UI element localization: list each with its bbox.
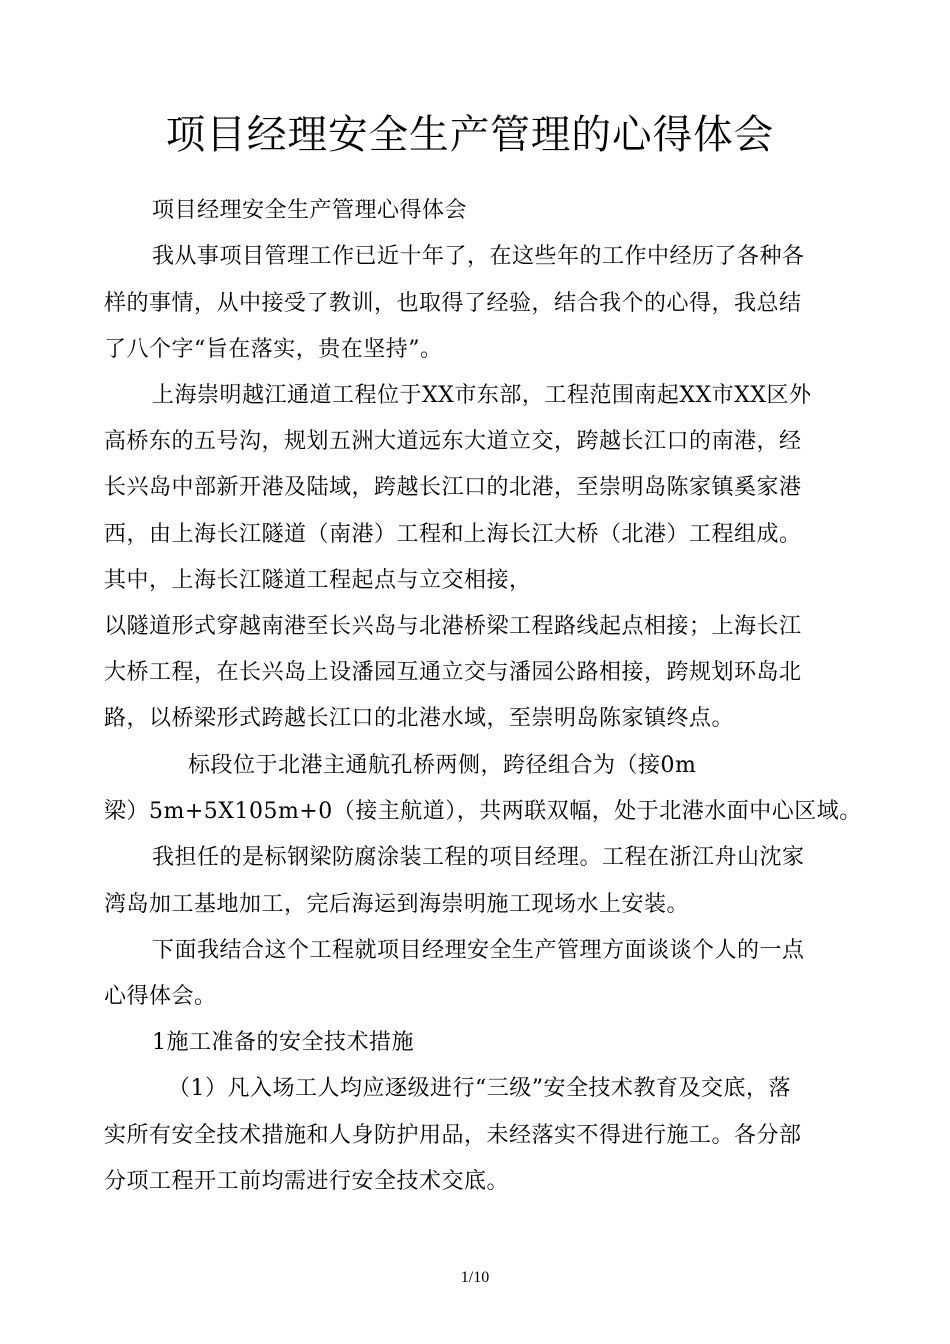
paragraph-line: 下面我结合这个工程就项目经理安全生产管理方面谈谈个人的一点 [152, 938, 805, 963]
paragraph-line: 心得体会。 [104, 984, 217, 1009]
paragraph-line: 我从事项目管理工作已近十年了，在这些年的工作中经历了各种各 [152, 244, 805, 269]
paragraph-line: 实所有安全技术措施和人身防护用品，未经落实不得进行施工。各分部 [104, 1123, 802, 1148]
paragraph-line: 标段位于北港主通航孔桥两侧，跨径组合为（接0m [188, 753, 697, 778]
paragraph-line: 我担任的是标钢梁防腐涂装工程的项目经理。工程在浙江舟山沈家 [152, 845, 805, 870]
paragraph-line: 大桥工程，在长兴岛上设潘园互通立交与潘园公路相接，跨规划环岛北 [104, 660, 802, 685]
paragraph-line: 上海崇明越江通道工程位于XX市东部，工程范围南起XX市XX区外 [152, 383, 812, 408]
paragraph-line: 湾岛加工基地加工，完后海运到海崇明施工现场水上安装。 [104, 892, 690, 917]
document-title: 项目经理安全生产管理的心得体会 [165, 112, 775, 158]
section-heading: 1施工准备的安全技术措施 [152, 1030, 414, 1055]
paragraph-line: （1）凡入场工人均应逐级进行“三级”安全技术教育及交底，落 [168, 1076, 791, 1101]
paragraph-line: 高桥东的五号沟，规划五洲大道远东大道立交，跨越长江口的南港，经 [104, 429, 802, 454]
paragraph-line: 了八个字“旨在落实，贵在坚持”。 [104, 337, 443, 362]
paragraph-line: 梁）5m+5X105m+0（接主航道），共两联双幅，处于北港水面中心区域。 [104, 799, 862, 824]
paragraph-line: 以隧道形式穿越南港至长兴岛与北港桥梁工程路线起点相接；上海长江 [104, 614, 802, 639]
paragraph-line: 路，以桥梁形式跨越长江口的北港水域，至崇明岛陈家镇终点。 [104, 706, 735, 731]
page-number: 1/10 [460, 1269, 490, 1286]
paragraph-line: 其中，上海长江隧道工程起点与立交相接， [104, 568, 532, 593]
paragraph-line: 西，由上海长江隧道（南港）工程和上海长江大桥（北港）工程组成。 [104, 522, 802, 547]
subtitle-line: 项目经理安全生产管理心得体会 [152, 198, 468, 223]
paragraph-line: 样的事情，从中接受了教训，也取得了经验，结合我个的心得，我总结 [104, 291, 802, 316]
paragraph-line: 分项工程开工前均需进行安全技术交底。 [104, 1169, 510, 1194]
paragraph-line: 长兴岛中部新开港及陆域，跨越长江口的北港，至崇明岛陈家镇奚家港 [104, 475, 802, 500]
